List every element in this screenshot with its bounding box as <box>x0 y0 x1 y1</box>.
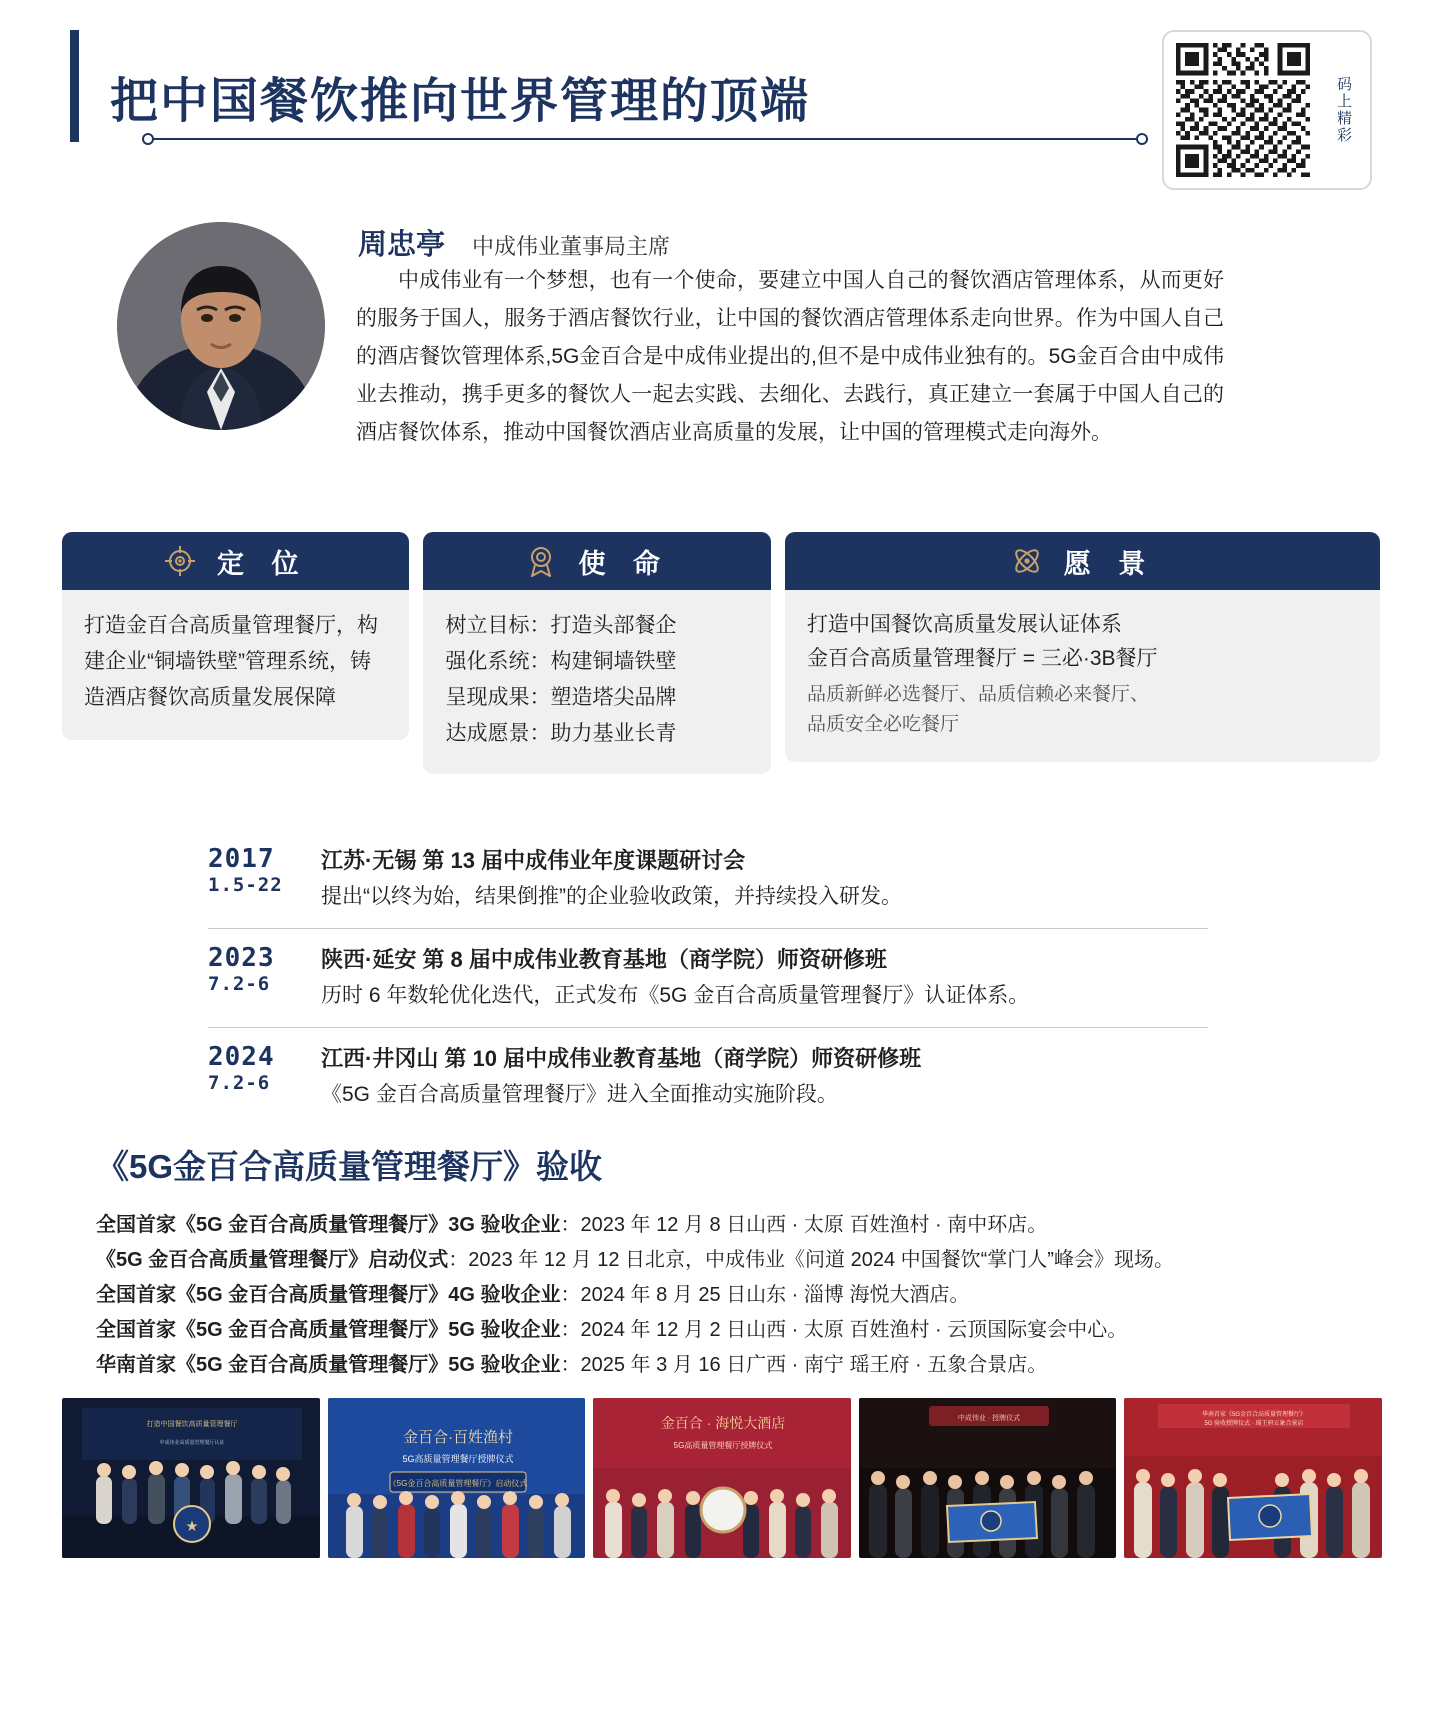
vision-line-2: 金百合高质量管理餐厅 = 三必·3B餐厅 <box>806 647 1158 670</box>
card-mission <box>423 532 770 774</box>
acceptance-list <box>96 1208 1296 1383</box>
acceptance-row-label: 全国首家《5G 金百合高质量管理餐厅》4G 验收企业 <box>96 1284 561 1306</box>
timeline-detail: 提出“以终为始，结果倒推”的企业验收政策，并持续投入研发。 <box>321 885 902 908</box>
acceptance-row-value: ：2023 年 12 月 8 日山西 · 太原 百姓渔村 · 南中环店。 <box>560 1214 1048 1236</box>
vision-line-1: 打造中国餐饮高质量发展认证体系 <box>806 613 1122 636</box>
timeline-item <box>208 838 1208 928</box>
acceptance-row-label: 全国首家《5G 金百合高质量管理餐厅》3G 验收企业 <box>96 1214 561 1236</box>
qr-code-icon <box>1176 43 1310 177</box>
target-icon <box>163 544 197 578</box>
mission-row-value: 塑造塔尖品牌 <box>550 686 677 709</box>
svg-text:中成伟业高质量管理餐厅认证: 中成伟业高质量管理餐厅认证 <box>159 1440 225 1446</box>
mission-row <box>445 716 748 752</box>
acceptance-title: 《5G金百合高质量管理餐厅》验收 <box>96 1148 603 1185</box>
svg-text:5G高质量管理餐厅授牌仪式: 5G高质量管理餐厅授牌仪式 <box>402 1454 514 1464</box>
card-vision <box>785 532 1380 774</box>
mission-row <box>445 644 748 680</box>
profile-role: 中成伟业董事局主席 <box>472 234 671 259</box>
card-mission-body <box>423 590 770 774</box>
acceptance-row-value: ：2025 年 3 月 16 日广西 · 南宁 瑶王府 · 五象合景店。 <box>560 1354 1048 1376</box>
avatar <box>117 222 325 430</box>
card-positioning-header <box>62 532 409 590</box>
mission-row-value: 助力基业长青 <box>550 722 677 745</box>
mission-row-key: 树立目标： <box>445 614 551 637</box>
acceptance-row <box>96 1348 1296 1383</box>
svg-text:打造中国餐饮高质量管理餐厅: 打造中国餐饮高质量管理餐厅 <box>146 1421 238 1428</box>
acceptance-row <box>96 1313 1296 1348</box>
timeline-body <box>313 844 1208 914</box>
acceptance-row <box>96 1208 1296 1243</box>
photo-ceremony-1 <box>62 1398 320 1558</box>
card-mission-title: 使 命 <box>578 548 670 579</box>
header-divider-dot-right <box>1136 133 1148 145</box>
mission-row-key: 呈现成果： <box>445 686 551 709</box>
acceptance-row <box>96 1278 1296 1313</box>
portrait-image <box>117 222 325 430</box>
vision-sub-1: 品质新鲜必选餐厅、品质信赖必来餐厅、 <box>806 684 1149 705</box>
page-title: 把中国餐饮推向世界管理的顶端 <box>110 75 811 128</box>
timeline-date <box>208 943 313 1013</box>
acceptance-row-label: 华南首家《5G 金百合高质量管理餐厅》5G 验收企业 <box>96 1354 561 1376</box>
acceptance-row-value: ：2023 年 12 月 12 日北京，中成伟业《问道 2024 中国餐饮“掌门人”峰会》现场。 <box>448 1249 1174 1271</box>
mission-row <box>445 680 748 716</box>
card-positioning-text: 打造金百合高质量管理餐厅，构建企业“铜墙铁壁”管理系统，铸造酒店餐饮高质量发展保障 <box>84 614 378 709</box>
svg-text:华南首家《5G金百合高质量管理餐厅》: 华南首家《5G金百合高质量管理餐厅》 <box>1202 1412 1307 1418</box>
mission-row-key: 强化系统： <box>445 650 551 673</box>
header-divider-dot-left <box>142 133 154 145</box>
timeline-day: 1.5-22 <box>208 874 283 896</box>
qr-code-panel[interactable] <box>1162 30 1372 190</box>
pillar-cards <box>62 532 1380 774</box>
card-vision-body <box>785 590 1380 762</box>
profile-description: 中成伟业有一个梦想，也有一个使命，要建立中国人自己的餐饮酒店管理体系，从而更好的服务于国人，服务于酒店餐饮行业，让中国的餐饮酒店管理体系走向世界。作为中国人自己的酒店餐饮管理体系,5G金百合是中成伟业提出的,但不是中成伟业独有的。5G金百合由中成伟业去推动，携手更多的餐饮人一起去实践、去细化、去践行，真正建立一套属于中国人自己的酒店餐饮体系，推动中国餐饮酒店业高质量的发展，让中国的管理模式走向海外。 <box>356 269 1224 444</box>
acceptance-row-value: ：2024 年 8 月 25 日山东 · 淄博 海悦大酒店。 <box>560 1284 970 1306</box>
mission-row-value: 打造头部餐企 <box>550 614 677 637</box>
timeline-year: 2023 <box>208 943 275 973</box>
card-vision-header <box>785 532 1380 590</box>
photo-ceremony-5 <box>1124 1398 1382 1558</box>
svg-text:5G高质量管理餐厅授牌仪式: 5G高质量管理餐厅授牌仪式 <box>673 1441 773 1450</box>
timeline-date <box>208 1042 313 1112</box>
card-positioning-body <box>62 590 409 740</box>
acceptance-row <box>96 1243 1296 1278</box>
svg-text:★: ★ <box>185 1519 199 1533</box>
medal-icon <box>524 544 558 578</box>
svg-text:中成伟业 · 授牌仪式: 中成伟业 · 授牌仪式 <box>957 1415 1020 1422</box>
timeline-headline: 陕西·延安 第 8 届中成伟业教育基地（商学院）师资研修班 <box>321 947 887 972</box>
svg-text:5G 验收授牌仪式 · 瑶王府五象合景店: 5G 验收授牌仪式 · 瑶王府五象合景店 <box>1204 1421 1304 1427</box>
timeline-day: 7.2-6 <box>208 973 271 995</box>
timeline-detail: 《5G 金百合高质量管理餐厅》进入全面推动实施阶段。 <box>321 1083 838 1106</box>
timeline-body <box>313 943 1208 1013</box>
timeline <box>208 838 1208 1126</box>
photo-ceremony-3 <box>593 1398 851 1558</box>
timeline-detail: 历时 6 年数轮优化迭代，正式发布《5G 金百合高质量管理餐厅》认证体系。 <box>321 984 1030 1007</box>
card-positioning-title: 定 位 <box>216 548 309 579</box>
svg-text:金百合·百姓渔村: 金百合·百姓渔村 <box>402 1429 513 1446</box>
atom-icon <box>1010 544 1044 578</box>
acceptance-row-value: ：2024 年 12 月 2 日山西 · 太原 百姓渔村 · 云顶国际宴会中心。 <box>560 1319 1128 1341</box>
vision-sub-2: 品质安全必吃餐厅 <box>806 714 959 735</box>
card-vision-title: 愿 景 <box>1063 548 1156 579</box>
mission-row-value: 构建铜墙铁壁 <box>550 650 677 673</box>
card-positioning <box>62 532 409 774</box>
timeline-year: 2024 <box>208 1042 275 1072</box>
timeline-item <box>208 928 1208 1027</box>
acceptance-row-label: 《5G 金百合高质量管理餐厅》启动仪式 <box>96 1249 449 1271</box>
timeline-date <box>208 844 313 914</box>
svg-text:《5G金百合高质量管理餐厅》启动仪式: 《5G金百合高质量管理餐厅》启动仪式 <box>388 1479 527 1488</box>
qr-label: 码上精彩 <box>1335 76 1352 144</box>
timeline-headline: 江西·井冈山 第 10 届中成伟业教育基地（商学院）师资研修班 <box>321 1046 922 1071</box>
card-mission-header <box>423 532 770 590</box>
header <box>70 30 1160 145</box>
photo-ceremony-2 <box>328 1398 586 1558</box>
timeline-day: 7.2-6 <box>208 1072 271 1094</box>
header-divider <box>148 138 1148 140</box>
acceptance-row-label: 全国首家《5G 金百合高质量管理餐厅》5G 验收企业 <box>96 1319 561 1341</box>
svg-text:金百合 · 海悦大酒店: 金百合 · 海悦大酒店 <box>660 1415 786 1431</box>
photo-strip <box>62 1398 1382 1558</box>
timeline-body <box>313 1042 1208 1112</box>
mission-row <box>445 608 748 644</box>
timeline-headline: 江苏·无锡 第 13 届中成伟业年度课题研讨会 <box>321 848 746 873</box>
photo-ceremony-4 <box>859 1398 1117 1558</box>
mission-row-key: 达成愿景： <box>445 722 551 745</box>
header-accent-bar <box>70 30 79 142</box>
profile-name: 周忠亭 <box>358 229 446 261</box>
timeline-year: 2017 <box>208 844 275 874</box>
timeline-item <box>208 1027 1208 1126</box>
